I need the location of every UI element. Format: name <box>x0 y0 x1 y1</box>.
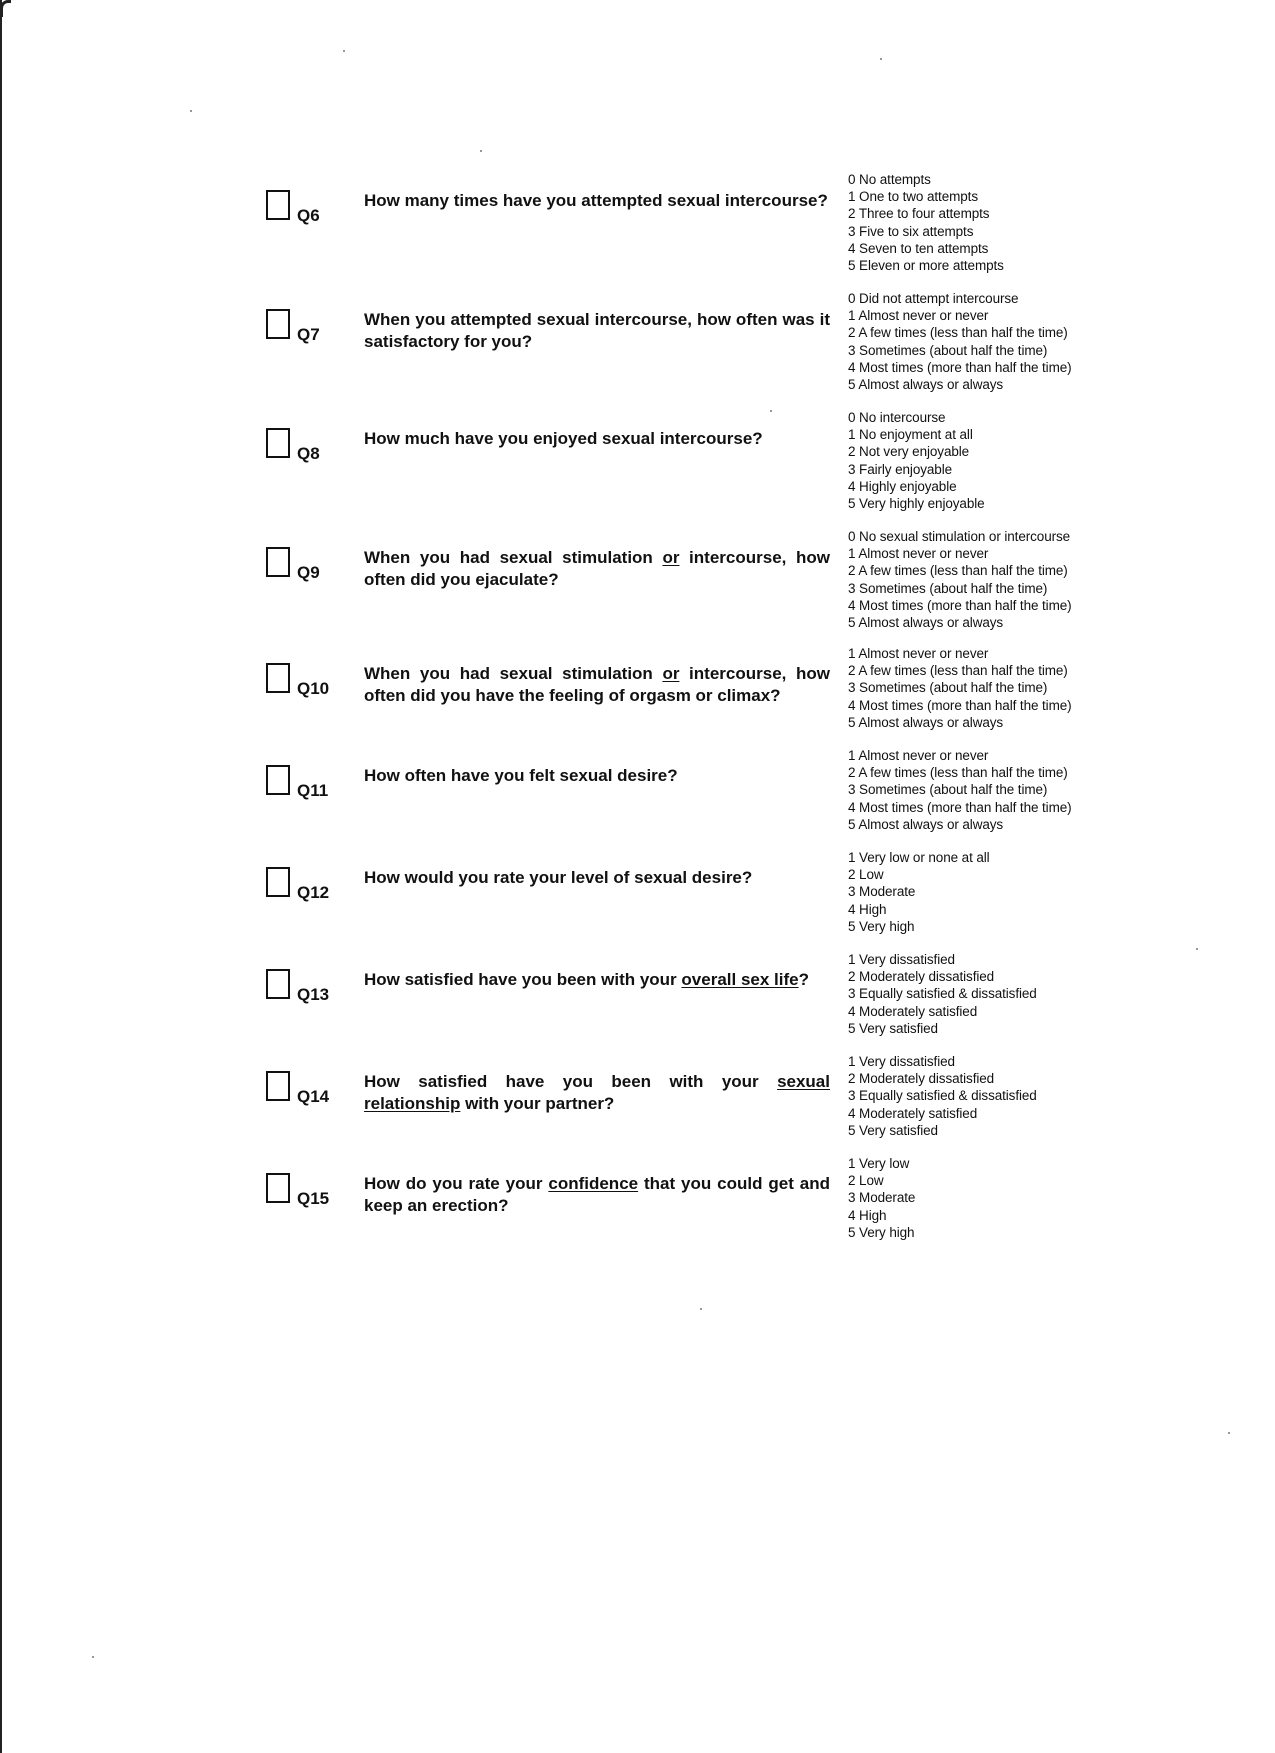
answer-option: 4 Highly enjoyable <box>848 478 957 494</box>
question-q15 <box>0 1156 1275 1263</box>
answer-option: 5 Very satisfied <box>848 1020 938 1036</box>
answer-option: 1 Almost never or never <box>848 546 989 562</box>
question-text <box>364 309 830 353</box>
question-text-segment: How many times have you attempted sexual intercourse? <box>364 191 828 210</box>
question-text-segment: How do you rate your <box>364 1174 549 1193</box>
answer-checkbox[interactable] <box>266 867 290 897</box>
question-q6 <box>0 168 1275 274</box>
answer-option: 3 Equally satisfied & dissatisfied <box>848 986 1037 1002</box>
answer-option: 3 Sometimes (about half the time) <box>848 680 1048 696</box>
answer-options <box>848 1155 1148 1241</box>
answer-option: 2 Not very enjoyable <box>848 444 970 460</box>
question-number: Q8 <box>297 444 320 463</box>
answer-option: 3 Moderate <box>848 884 916 900</box>
answer-options <box>848 645 1148 731</box>
question-text <box>364 1173 830 1217</box>
question-text-segment: that you could get and keep an erection? <box>364 1174 830 1215</box>
answer-option: 5 Almost always or always <box>848 377 1004 393</box>
answer-option: 4 Seven to ten attempts <box>848 240 989 256</box>
answer-option: 0 No attempts <box>848 172 931 187</box>
answer-checkbox[interactable] <box>266 190 290 220</box>
answer-option: 1 Very low <box>848 1156 910 1171</box>
answer-option: 2 A few times (less than half the time) <box>848 325 1068 341</box>
answer-checkbox[interactable] <box>266 309 290 339</box>
question-text-segment: How satisfied have you been with your <box>364 970 682 989</box>
answer-option: 4 Most times (more than half the time) <box>848 359 1072 375</box>
question-text <box>364 1071 830 1115</box>
answer-checkbox[interactable] <box>266 1173 290 1203</box>
question-text-emphasis: or <box>662 548 680 567</box>
question-text-emphasis: sexual relationship <box>364 1072 830 1113</box>
question-number: Q14 <box>297 1087 330 1106</box>
answer-checkbox[interactable] <box>266 1071 290 1101</box>
answer-checkbox[interactable] <box>266 969 290 999</box>
question-text <box>364 663 830 707</box>
question-number: Q12 <box>297 883 330 902</box>
question-number: Q11 <box>297 781 329 800</box>
answer-option: 1 Very low or none at all <box>848 850 990 865</box>
question-text-segment: How often have you felt sexual desire? <box>364 766 678 785</box>
question-text <box>364 969 830 991</box>
question-number: Q9 <box>297 563 320 582</box>
answer-option: 3 Equally satisfied & dissatisfied <box>848 1088 1037 1104</box>
answer-checkbox[interactable] <box>266 663 290 693</box>
question-text <box>364 190 830 212</box>
answer-option: 1 Very dissatisfied <box>848 952 955 967</box>
question-q12 <box>0 850 1275 957</box>
question-text-segment: ? <box>798 970 809 989</box>
answer-option: 5 Eleven or more attempts <box>848 258 1004 274</box>
answer-option: 3 Moderate <box>848 1190 916 1206</box>
scan-speck <box>480 150 482 152</box>
question-text <box>364 867 830 889</box>
answer-option: 0 No sexual stimulation or intercourse <box>848 529 1071 544</box>
answer-option: 2 Moderately dissatisfied <box>848 1071 995 1087</box>
answer-option: 1 Almost never or never <box>848 308 989 324</box>
scan-speck <box>190 110 192 112</box>
answer-option: 1 Almost never or never <box>848 646 989 661</box>
answer-option: 3 Five to six attempts <box>848 223 974 239</box>
question-text-emphasis: confidence <box>548 1174 639 1193</box>
question-q9 <box>0 525 1275 631</box>
answer-options <box>848 849 1148 935</box>
question-number: Q7 <box>297 325 320 344</box>
answer-checkbox[interactable] <box>266 547 290 577</box>
question-number: Q13 <box>297 985 330 1004</box>
answer-option: 4 Most times (more than half the time) <box>848 799 1072 815</box>
question-text-emphasis: overall sex life <box>681 970 799 989</box>
question-q10 <box>0 646 1275 753</box>
answer-option: 5 Very high <box>848 918 915 934</box>
scan-speck <box>92 1656 94 1658</box>
question-q11 <box>0 748 1275 855</box>
answer-option: 1 One to two attempts <box>848 189 978 205</box>
answer-option: 1 No enjoyment at all <box>848 427 973 443</box>
scan-speck <box>700 1308 702 1310</box>
answer-option: 4 Most times (more than half the time) <box>848 597 1072 613</box>
question-text-segment: When you had sexual stimulation <box>364 664 663 683</box>
answer-option: 3 Fairly enjoyable <box>848 461 953 477</box>
question-text-segment: How satisfied have you been with your <box>364 1072 778 1091</box>
answer-option: 5 Very satisfied <box>848 1122 938 1138</box>
answer-option: 5 Very high <box>848 1224 915 1240</box>
answer-option: 2 Moderately dissatisfied <box>848 969 995 985</box>
question-text-emphasis: or <box>662 664 680 683</box>
answer-options <box>848 747 1148 833</box>
answer-option: 5 Very highly enjoyable <box>848 496 985 512</box>
scan-speck <box>880 58 882 60</box>
question-number: Q10 <box>297 679 330 698</box>
question-text-segment: When you attempted sexual intercourse, how often was it satisfactory for you? <box>364 310 830 351</box>
answer-option: 4 Moderately satisfied <box>848 1105 978 1121</box>
question-text <box>364 547 830 591</box>
answer-option: 2 Three to four attempts <box>848 206 990 222</box>
question-number: Q15 <box>297 1189 330 1208</box>
answer-options <box>848 409 1148 512</box>
answer-option: 4 Most times (more than half the time) <box>848 697 1072 713</box>
answer-option: 2 A few times (less than half the time) <box>848 765 1068 781</box>
answer-option: 1 Very dissatisfied <box>848 1054 955 1069</box>
answer-option: 5 Almost always or always <box>848 615 1004 631</box>
answer-options <box>848 290 1148 393</box>
answer-option: 0 Did not attempt intercourse <box>848 291 1019 306</box>
scan-speck <box>343 50 345 52</box>
answer-option: 5 Almost always or always <box>848 714 1004 730</box>
answer-options <box>848 171 1148 274</box>
answer-options <box>848 951 1148 1037</box>
question-text-segment: When you had sexual stimulation <box>364 548 663 567</box>
answer-option: 2 Low <box>848 1173 884 1189</box>
answer-option: 3 Sometimes (about half the time) <box>848 782 1048 798</box>
answer-option: 5 Almost always or always <box>848 816 1004 832</box>
answer-option: 2 Low <box>848 867 884 883</box>
question-text-segment: How would you rate your level of sexual desire? <box>364 868 753 887</box>
answer-option: 2 A few times (less than half the time) <box>848 663 1068 679</box>
question-number: Q6 <box>297 206 320 225</box>
scan-speck <box>1228 1432 1230 1434</box>
question-text <box>364 765 830 787</box>
answer-checkbox[interactable] <box>266 765 290 795</box>
question-q13 <box>0 952 1275 1059</box>
question-q8 <box>0 406 1275 512</box>
answer-option: 4 Moderately satisfied <box>848 1003 978 1019</box>
answer-option: 0 No intercourse <box>848 410 946 425</box>
answer-options <box>848 1053 1148 1139</box>
answer-option: 4 High <box>848 901 887 917</box>
question-text-segment: intercourse, how often did you ejaculate? <box>364 548 830 589</box>
answer-option: 3 Sometimes (about half the time) <box>848 580 1048 596</box>
answer-option: 4 High <box>848 1207 887 1223</box>
question-text <box>364 428 830 450</box>
answer-option: 2 A few times (less than half the time) <box>848 563 1068 579</box>
question-text-segment: intercourse, how often did you have the feeling of orgasm or climax? <box>364 664 830 705</box>
answer-option: 3 Sometimes (about half the time) <box>848 342 1048 358</box>
answer-checkbox[interactable] <box>266 428 290 458</box>
question-text-segment: How much have you enjoyed sexual intercourse? <box>364 429 763 448</box>
question-q7 <box>0 287 1275 393</box>
answer-option: 1 Almost never or never <box>848 748 989 763</box>
question-text-segment: with your partner? <box>460 1094 615 1113</box>
answer-options <box>848 528 1148 631</box>
question-q14 <box>0 1054 1275 1161</box>
